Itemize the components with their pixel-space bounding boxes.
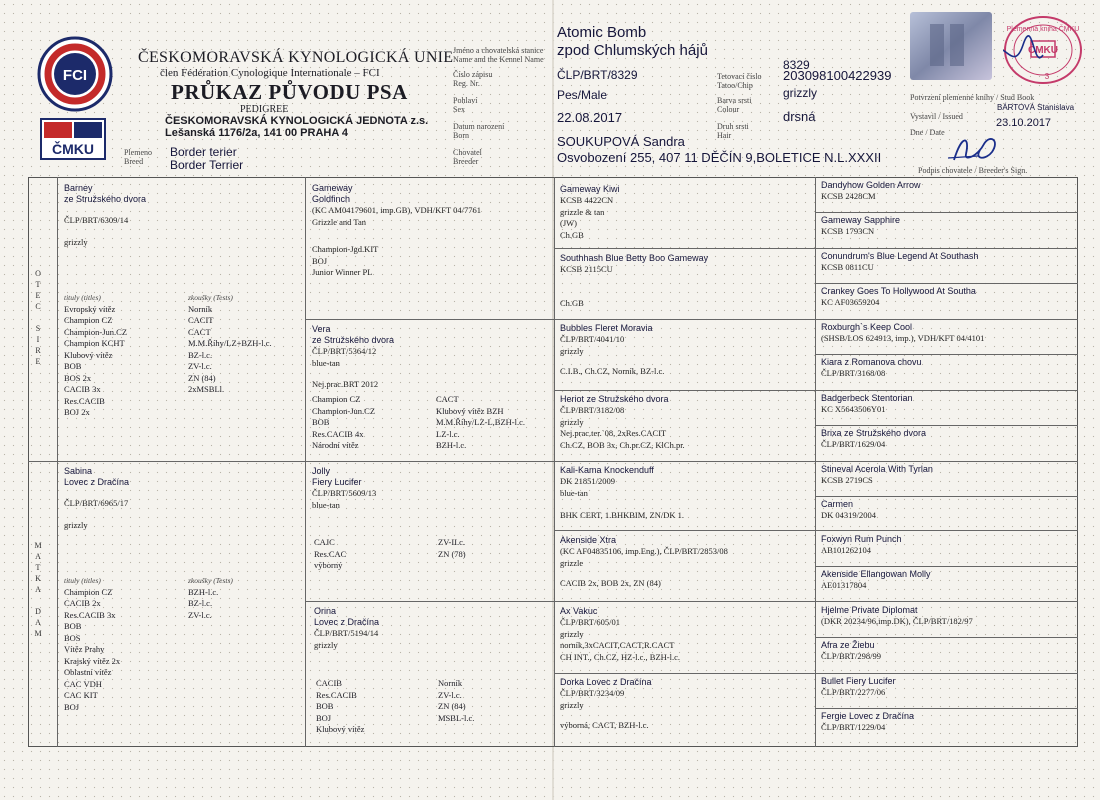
gen4-cell-1: Dandyhow Golden Arrow KCSB 2428CM [821, 180, 921, 201]
grid-line [815, 496, 1078, 497]
gen3-cell-1: Gameway Kiwi KCSB 4422CN grizzle & tan (JW) Ch.GB [560, 184, 620, 240]
gen3-cell-6: Akenside Xtra (KC AF04835106, imp.Eng.), ČLP/BRT/2853/08 grizzle CACIB 2x, BOB 2x, ZN (84) [560, 535, 728, 588]
stamp-label: Plemenná kniha ČMKU [1006, 26, 1080, 33]
gen2-cell-3: Jolly Fiery Lucifer ČLP/BRT/5609/13 blue-tan [312, 466, 377, 510]
sire-titles: tituly (titles) Evropský vítěz Champion CZ Champion-Jun.CZ Champion KCHT Klubový vítěz BOB BOS 2x CACIB 3x Res.CACIB BOJ 2x [64, 293, 128, 417]
grid-line [815, 566, 1078, 567]
cmku-logo-text: ČMKU [52, 141, 94, 157]
gen3-cell-5: Kali-Kama Knockenduff DK 21851/2009 blue-tan BHK CERT, 1.BHKBIM, ZN/DK 1. [560, 465, 685, 520]
union-subtitle: člen Fédération Cynologique Internationale – FCI [160, 67, 380, 79]
studbook-stamp [1003, 15, 1083, 85]
grid-line [815, 708, 1078, 709]
hologram-stamp [910, 12, 992, 80]
grid-line [57, 177, 58, 747]
grid-line [554, 177, 555, 747]
grid-line [815, 354, 1078, 355]
side-label-sire: O T E C S I R E [35, 269, 41, 366]
dam-reg: ČLP/BRT/6965/17 [64, 498, 129, 508]
gen2-cell-4-tests: Norník ZV-l.c. ZN (84) MSBL-l.c. [438, 678, 475, 723]
fci-logo-text: FCI [62, 67, 88, 84]
sire-tests: zkoušky (Tests) Norník CACIT CACT M.M.Říhy/LZ+BZH-l.c. BZ-l.c. ZV-l.c. ZN (84) 2xMSBLl. [188, 293, 272, 394]
gen2-cell-3-titles: CAJC Res.CAC výborný [314, 537, 347, 570]
breed-label: Plemeno Breed [124, 148, 152, 166]
breeder-sign-label: Podpis chovatele / Breeder's Sign. [918, 166, 1028, 175]
dog-sex: Pes/Male [557, 88, 608, 102]
grid-line [815, 212, 1078, 213]
dam-name: Sabina [64, 466, 93, 476]
breeder-signature [944, 130, 1014, 166]
grid-line [305, 601, 1078, 602]
gen2-cell-2-titles: Champion CZ Champion-Jun.CZ BOB Res.CACIB 4x Národní vítěz [312, 394, 376, 450]
gen2-cell-4-titles: CACIB Res.CACIB BOB BOJ Klubový vítěz [316, 678, 365, 734]
grid-line [305, 319, 1078, 320]
dog-born: 22.08.2017 [557, 110, 623, 125]
grid-line [554, 390, 1078, 391]
dog-breeder: SOUKUPOVÁ Sandra [557, 134, 685, 149]
dog-reg-number: ČLP/BRT/8329 [557, 68, 638, 82]
document-title-en: PEDIGREE [240, 104, 289, 115]
gen4-cell-13: Hjelme Private Diplomat (DKR 20234/96,imp.DK), ČLP/BRT/182/97 [821, 605, 973, 626]
gen4-cell-3: Conundrum's Blue Legend At Southash KCSB 0811CU [821, 251, 979, 272]
dog-breeder-address: Osvobození 255, 407 11 DĚČÍN 9,BOLETICE N.L.XXXII [557, 150, 882, 165]
chip: 203098100422939 [783, 68, 892, 83]
studbook-label: Potvrzení plemenné knihy / Stud Book [910, 93, 1035, 102]
gen4-cell-8: Brixa ze Stružského dvora ČLP/BRT/1629/04 [821, 428, 927, 449]
grid-line [28, 461, 1078, 462]
gen4-cell-11: Foxwyn Rum Punch AB101262104 [821, 534, 902, 555]
club-name: ČESKOMORAVSKÁ KYNOLOGICKÁ JEDNOTA z.s. [165, 115, 429, 127]
gen4-cell-7: Badgerbeck Stentorian KC X5643506Y01 [821, 393, 913, 414]
gen2-cell-4: Orina Lovec z Dračína ČLP/BRT/5194/14 grizzly [314, 606, 380, 650]
stamp-number: 3 [1044, 72, 1050, 81]
gen2-cell-3-tests: ZV-II.c. ZN (78) [438, 537, 466, 559]
sire-kennel: ze Stružského dvora [64, 194, 147, 204]
gen4-cell-6: Kiara z Romanova chovu ČLP/BRT/3168/08 [821, 357, 922, 378]
breed-en: Border Terrier [170, 158, 244, 172]
fci-logo [37, 36, 113, 112]
dam-cell [64, 466, 299, 531]
grid-line [815, 425, 1078, 426]
date-label: Dne / Date [910, 128, 945, 137]
sire-reg: ČLP/BRT/6309/14 [64, 215, 129, 225]
born-label: Datum narození Born [453, 122, 505, 140]
gen2-cell-2: Vera ze Stružského dvora ČLP/BRT/5364/12 blue-tan Nej.prac.BRT 2012 [312, 324, 395, 389]
gen3-cell-8: Dorka Lovec z Dračína ČLP/BRT/3234/09 grizzly výborná, CACT, BZH-l.c. [560, 677, 652, 730]
dog-colour: grizzly [783, 86, 818, 100]
gen4-cell-16: Fergie Lovec z Dračína ČLP/BRT/1229/04 [821, 711, 915, 732]
dam-tests: zkoušky (Tests) BZH-l.c. BZ-l.c. ZV-l.c. [188, 576, 233, 620]
sex-label: Pohlaví Sex [453, 96, 478, 114]
union-name: ČESKOMORAVSKÁ KYNOLOGICKÁ UNIE [138, 49, 454, 66]
grid-line [815, 177, 816, 747]
grid-line [815, 637, 1078, 638]
gen4-cell-10: Carmen DK 04319/2004 [821, 499, 877, 520]
grid-line [815, 283, 1078, 284]
sire-cell [64, 183, 299, 248]
chip-number: 8329 [783, 58, 810, 72]
breeder-label: Chovatel Breeder [453, 148, 482, 166]
gen4-cell-9: Stineval Acerola With Tyrlan KCSB 2719CS [821, 464, 933, 485]
cmku-logo [40, 118, 106, 160]
gen4-cell-2: Gameway Sapphire KCSB 1793CN [821, 215, 901, 236]
gen4-cell-5: Roxburgh`s Keep Cool (SHSB/LOS 624913, imp.), VDH/KFT 04/4101 [821, 322, 985, 343]
breed-cz: Border terier [170, 145, 237, 159]
gen4-cell-15: Bullet Fiery Lucifer ČLP/BRT/2277/06 [821, 676, 896, 697]
chip-label: Tetovací číslo Tatoo/Chip [717, 72, 762, 90]
gen2-cell-1: Gameway Goldfinch (KC AM04179601, imp.GB), VDH/KFT 04/7761 Grizzle and Tan Champion-Jgd.KIT BOJ Junior Winner PL [312, 183, 481, 277]
grid-line [554, 530, 1078, 531]
reg-label: Číslo zápisu Reg. Nr. [453, 70, 493, 88]
dog-hair: drsná [783, 109, 816, 124]
dam-titles: tituly (titles) Champion CZ CACIB 2x Res.CACIB 3x BOB BOS Vítěz Prahy Krajský vítěz 2x Oblastní vítěz CAC VDH CAC KIT BOJ [64, 576, 121, 712]
colour-label: Barva srsti Colour [717, 96, 752, 114]
gen4-cell-12: Akenside Ellangowan Molly AE01317804 [821, 569, 931, 590]
gen3-cell-3: Bubbles Fleret Moravia ČLP/BRT/4041/10 grizzly C.I.B., Ch.CZ, Norník, BZ-l.c. [560, 323, 665, 376]
grid-line [305, 177, 306, 747]
stamp-logo-text: ČMKU [1028, 45, 1058, 56]
gen2-cell-2-tests: CACT Klubový vítěz BZH M.M.Říhy/LZ-L,BZH-l.c. LZ-l.c. BZH-l.c. [436, 394, 526, 450]
hair-label: Druh srsti Hair [717, 122, 749, 140]
club-address: Lešanská 1176/2a, 141 00 PRAHA 4 [165, 127, 349, 139]
sire-colour: grizzly [64, 236, 88, 247]
issued-date: 23.10.2017 [996, 117, 1052, 129]
studbook-name: BÁRTOVÁ Stanislava [997, 103, 1075, 112]
grid-line [554, 248, 1078, 249]
issued-label: Vystavil / Issued [910, 112, 963, 121]
dam-kennel: Lovec z Dračína [64, 477, 130, 487]
name-label: Jméno a chovatelská stanice Name and the Kennel Name [453, 46, 544, 64]
document-title: PRŮKAZ PŮVODU PSA [171, 80, 408, 104]
gen3-cell-4: Heriot ze Stružského dvora ČLP/BRT/3182/08 grizzly Nej.prac.ter.`08, 2xRes.CACIT Ch.CZ, BOB 3x, Ch.pr.CZ, KlCh.pr. [560, 394, 685, 450]
gen3-cell-2: Southhash Blue Betty Boo Gameway KCSB 2115CU Ch.GB [560, 253, 709, 308]
dam-colour: grizzly [64, 519, 88, 530]
gen3-cell-7: Ax Vakuc ČLP/BRT/605/01 grizzly norník,3xCACIT,CACT,R.CACT CH INT., Ch.CZ, HZ-l.c., BZH-l.c. [560, 606, 681, 662]
gen4-cell-14: Afra ze Žiebu ČLP/BRT/298/99 [821, 640, 881, 661]
sire-name: Barney [64, 183, 93, 193]
dog-name: Atomic Bomb zpod Chlumských hájů [557, 24, 708, 59]
grid-line [554, 673, 1078, 674]
side-label-dam: M A T K A D A M [34, 541, 42, 638]
gen4-cell-4: Crankey Goes To Hollywood At Southa KC AF03659204 [821, 286, 976, 307]
